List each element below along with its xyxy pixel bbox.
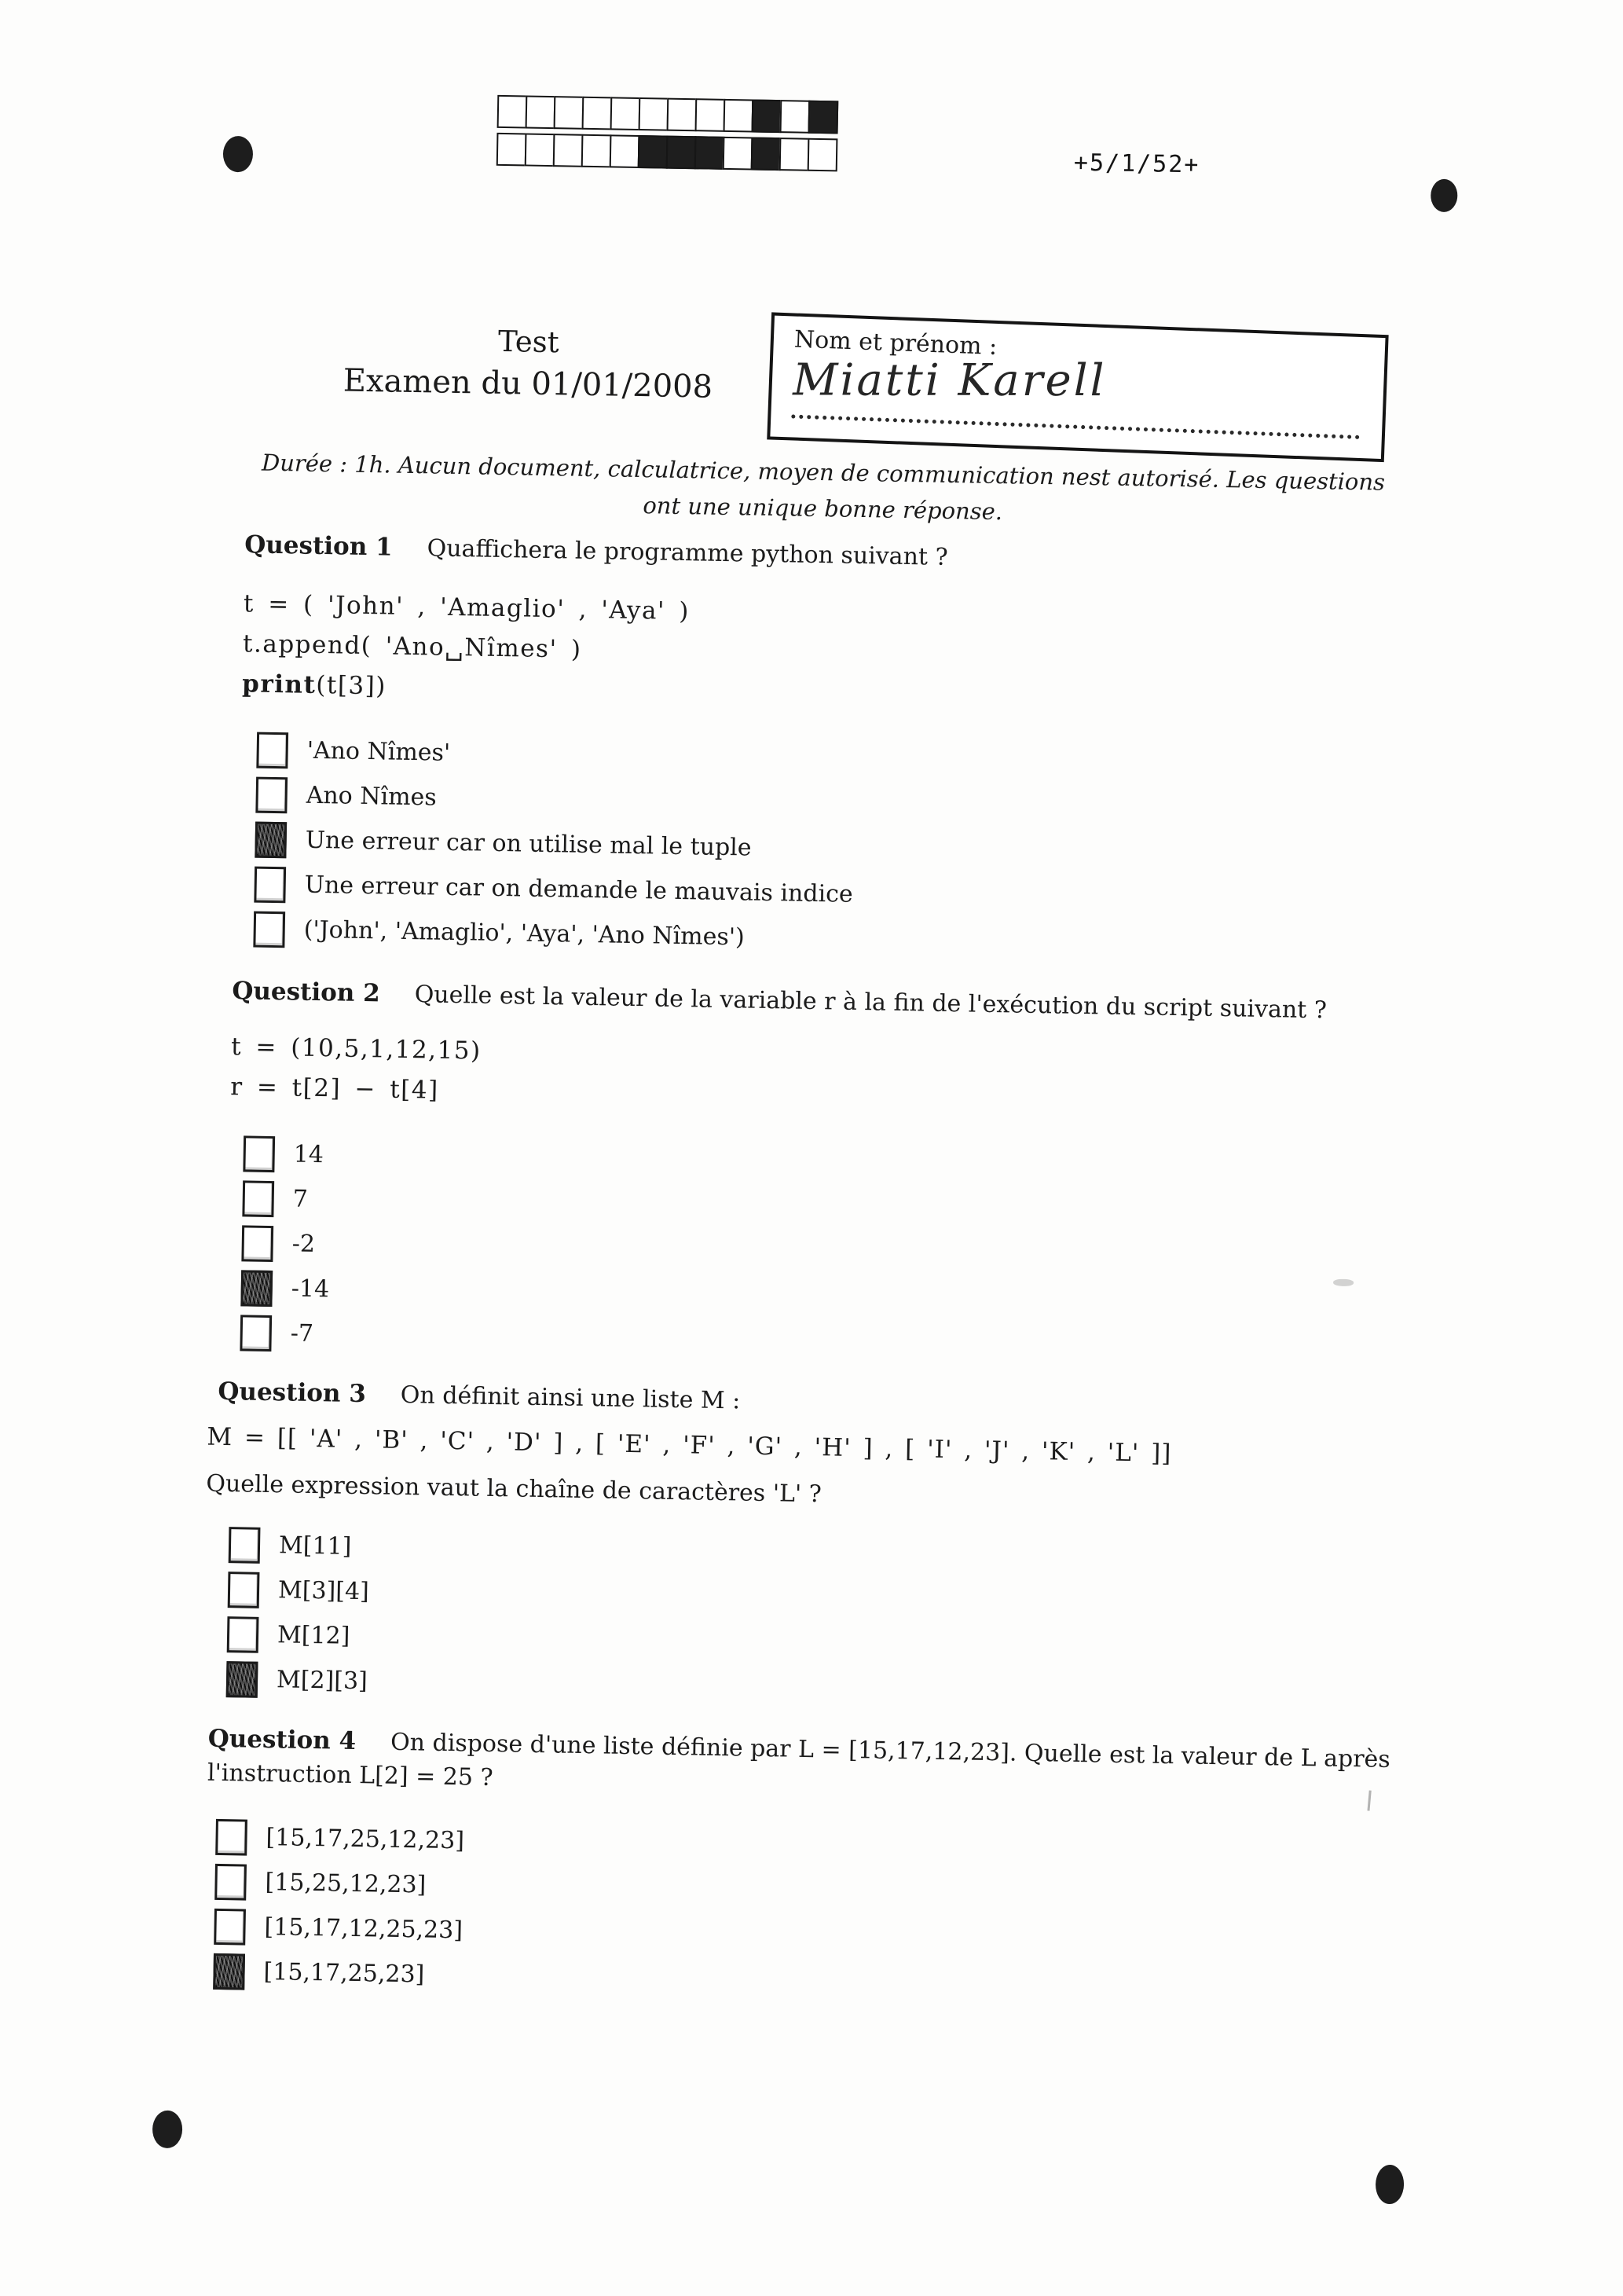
barcode-cell-black xyxy=(751,137,782,171)
code-text: (t[3]) xyxy=(316,670,387,701)
exam-title: Test xyxy=(497,324,560,360)
question-1-heading xyxy=(244,530,948,571)
question-4-prompt-line-2: l'instruction L[2] = 25 ? xyxy=(207,1759,493,1792)
name-box xyxy=(767,312,1388,462)
answer-option xyxy=(243,1131,332,1177)
code-keyword: print xyxy=(241,669,317,699)
code-text: t.append( 'Ano␣Nîmes' ) xyxy=(242,629,582,664)
barcode-cell xyxy=(554,96,584,130)
question-2-number: Question 2 xyxy=(232,977,381,1008)
barcode-cell xyxy=(525,133,555,167)
option-label: 'Ano Nîmes' xyxy=(306,736,451,767)
option-label: -7 xyxy=(290,1319,314,1348)
option-label: Une erreur car on utilise mal le tuple xyxy=(305,826,752,862)
question-4-options xyxy=(213,1814,464,1997)
answer-option xyxy=(227,1612,369,1659)
option-label: Ano Nîmes xyxy=(306,781,438,812)
page-corner-code: +5/1/52+ xyxy=(1073,149,1200,179)
question-2-options xyxy=(240,1131,332,1356)
checkbox-checked[interactable] xyxy=(226,1661,258,1698)
question-3-number: Question 3 xyxy=(218,1377,367,1409)
option-label: M[12] xyxy=(277,1621,350,1650)
answer-option xyxy=(240,1265,329,1311)
answer-option xyxy=(214,1904,463,1953)
answer-option xyxy=(228,1567,370,1614)
question-2-prompt: Quelle est la valeur de la variable r à la fin de l'exécution du script suivant ? xyxy=(414,981,1328,1025)
question-2-code xyxy=(230,1027,482,1112)
question-4-prompt: On dispose d'une liste définie par L = [15,17,12,23]. Quelle est la valeur de L après xyxy=(390,1728,1391,1773)
question-1-prompt: Quaffichera le programme python suivant ? xyxy=(427,534,948,571)
barcode-cell-black xyxy=(638,135,669,169)
question-1-number: Question 1 xyxy=(244,530,393,562)
answer-option xyxy=(215,1814,464,1864)
checkbox-unchecked[interactable] xyxy=(228,1572,260,1608)
checkbox-unchecked[interactable] xyxy=(255,776,288,813)
exam-subtitle-date: Examen du 01/01/2008 xyxy=(343,362,713,405)
option-label: 7 xyxy=(292,1185,309,1213)
question-4-number: Question 4 xyxy=(207,1724,357,1755)
question-3-prompt: On définit ainsi une liste M : xyxy=(400,1381,741,1415)
barcode-cell xyxy=(553,134,584,167)
code-line xyxy=(230,1067,481,1112)
barcode-cell xyxy=(779,138,810,171)
answer-option xyxy=(226,1656,368,1704)
checkbox-unchecked[interactable] xyxy=(240,1315,272,1352)
option-label: [15,17,25,23] xyxy=(263,1957,425,1989)
barcode-cell xyxy=(610,134,640,168)
scan-artifact-speck xyxy=(1333,1279,1354,1286)
option-label: [15,17,25,12,23] xyxy=(266,1824,465,1855)
barcode-cell-black xyxy=(666,136,697,170)
code-line xyxy=(242,664,689,712)
option-label: -14 xyxy=(291,1275,330,1304)
answer-option xyxy=(240,1310,328,1356)
question-1-code xyxy=(242,584,691,712)
checkbox-unchecked[interactable] xyxy=(214,1908,246,1945)
answer-option xyxy=(214,1859,463,1909)
question-3-options xyxy=(226,1522,371,1704)
scan-artifact-mark xyxy=(1367,1790,1371,1810)
scan-barcode-matrix xyxy=(496,95,837,177)
barcode-cell xyxy=(808,138,838,172)
barcode-cell-black xyxy=(694,136,725,170)
checkbox-unchecked[interactable] xyxy=(241,1225,273,1262)
checkbox-unchecked[interactable] xyxy=(253,911,285,948)
checkbox-unchecked[interactable] xyxy=(229,1527,261,1564)
barcode-cell xyxy=(723,137,753,171)
barcode-cell xyxy=(667,98,698,132)
barcode-cell xyxy=(639,97,669,131)
handwritten-name: Miatti Karell xyxy=(793,354,1107,407)
barcode-cell xyxy=(526,95,556,129)
code-text: t = (10,5,1,12,15) xyxy=(230,1032,482,1065)
instructions-line-1: Durée : 1h. Aucun document, calculatrice, moyen de communication nest autorisé. Les questions xyxy=(261,449,1386,496)
checkbox-unchecked[interactable] xyxy=(227,1616,259,1653)
question-1-options xyxy=(253,728,855,962)
checkbox-checked[interactable] xyxy=(213,1953,245,1990)
checkbox-unchecked[interactable] xyxy=(243,1135,275,1172)
code-text: r = t[2] − t[4] xyxy=(229,1073,439,1105)
option-label: M[11] xyxy=(278,1531,352,1561)
registration-dot-top-right xyxy=(1431,179,1458,213)
option-label: Une erreur car on demande le mauvais indice xyxy=(304,871,853,908)
barcode-cell xyxy=(724,99,754,133)
question-3-prompt-2: Quelle expression vaut la chaîne de caractères 'L' ? xyxy=(206,1469,822,1509)
option-label: -2 xyxy=(291,1230,316,1258)
checkbox-unchecked[interactable] xyxy=(256,732,288,768)
answer-option xyxy=(213,1949,462,1998)
checkbox-unchecked[interactable] xyxy=(254,866,286,903)
barcode-row-2 xyxy=(496,133,837,172)
barcode-row-1 xyxy=(497,95,837,134)
checkbox-unchecked[interactable] xyxy=(214,1863,247,1900)
checkbox-checked[interactable] xyxy=(240,1270,273,1307)
barcode-cell xyxy=(582,97,613,130)
instructions-line-2: ont une unique bonne réponse. xyxy=(643,492,1003,526)
code-text: t = ( 'John' , 'Amaglio' , 'Aya' ) xyxy=(243,589,691,626)
option-label: [15,25,12,23] xyxy=(265,1869,427,1899)
barcode-cell-black xyxy=(808,101,839,134)
answer-option xyxy=(253,907,852,962)
checkbox-unchecked[interactable] xyxy=(215,1818,247,1855)
option-label: M[3][4] xyxy=(277,1576,370,1606)
code-line xyxy=(231,1027,482,1072)
name-label: Nom et prénom : xyxy=(793,325,998,361)
registration-dot-top-left xyxy=(223,136,254,173)
checkbox-unchecked[interactable] xyxy=(242,1180,274,1217)
answer-option xyxy=(242,1176,331,1222)
barcode-cell xyxy=(610,97,641,130)
question-2-heading xyxy=(232,977,1327,1024)
name-dotted-line[interactable] xyxy=(791,414,1360,439)
option-label: M[2][3] xyxy=(276,1666,368,1696)
answer-option xyxy=(229,1522,371,1569)
option-label: ('John', 'Amaglio', 'Aya', 'Ano Nîmes') xyxy=(303,915,746,952)
question-3-heading xyxy=(218,1377,740,1415)
barcode-cell-black xyxy=(752,99,782,133)
barcode-cell xyxy=(780,100,811,134)
barcode-cell xyxy=(497,95,528,129)
answer-option xyxy=(241,1220,330,1267)
option-label: [15,17,12,25,23] xyxy=(264,1913,463,1945)
question-3-list-definition: M = [[ 'A' , 'B' , 'C' , 'D' ] , [ 'E' , 'F' , 'G' , 'H' ] , [ 'I' , 'J' , 'K' , 'L' ]] xyxy=(207,1422,1172,1469)
barcode-cell xyxy=(695,98,726,132)
registration-dot-bottom-right xyxy=(1376,2165,1405,2205)
option-label: 14 xyxy=(293,1140,324,1169)
barcode-cell xyxy=(581,134,612,168)
barcode-cell xyxy=(496,133,527,167)
registration-dot-bottom-left xyxy=(152,2111,183,2149)
checkbox-checked[interactable] xyxy=(255,821,287,858)
